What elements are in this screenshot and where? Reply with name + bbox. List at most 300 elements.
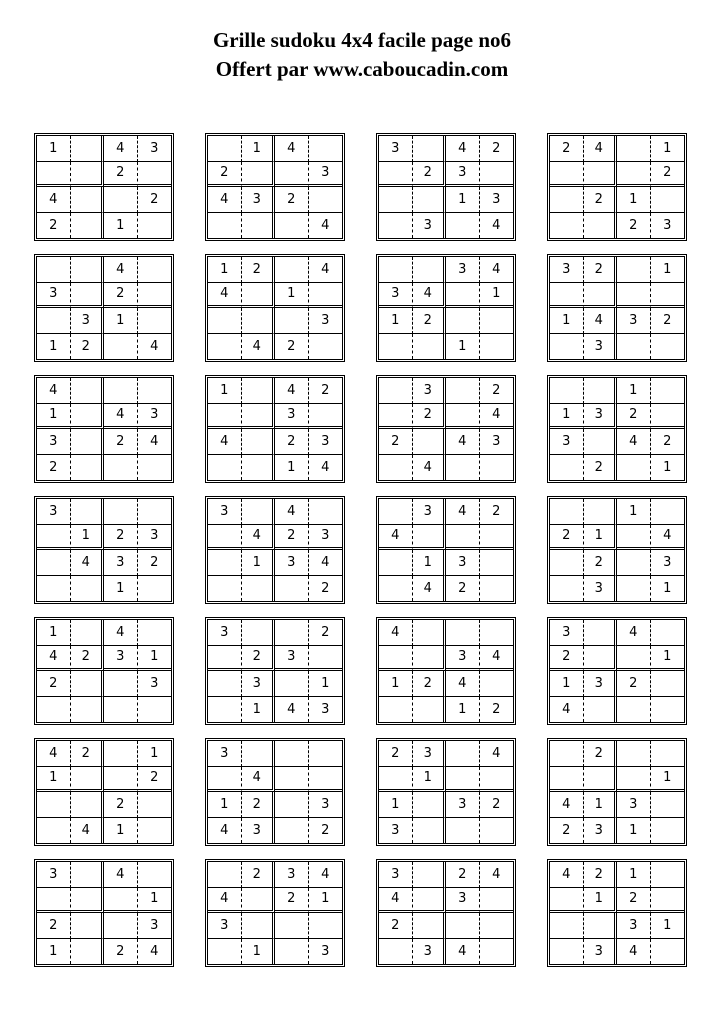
sudoku-cell (550, 939, 584, 965)
sudoku-cell (37, 308, 71, 334)
sudoku-cell (550, 499, 584, 525)
sudoku-cell: 1 (138, 646, 172, 672)
sudoku-cell (617, 697, 651, 723)
sudoku-cell: 3 (275, 862, 309, 888)
sudoku-cell (71, 792, 105, 818)
sudoku-grid (547, 254, 687, 362)
sudoku-cell: 1 (37, 334, 71, 360)
sudoku-cell: 4 (550, 792, 584, 818)
sudoku-cell: 2 (104, 162, 138, 188)
sudoku-cell: 2 (651, 162, 685, 188)
sudoku-cell: 1 (413, 550, 447, 576)
sudoku-cell: 2 (104, 525, 138, 551)
sudoku-cell: 2 (446, 576, 480, 602)
sudoku-cell: 3 (309, 308, 343, 334)
sudoku-cell (413, 429, 447, 455)
sudoku-cell (71, 671, 105, 697)
sudoku-cell: 4 (446, 671, 480, 697)
sudoku-cell (242, 455, 276, 481)
sudoku-cell: 2 (242, 646, 276, 672)
sudoku-cell (71, 404, 105, 430)
sudoku-cell (480, 550, 514, 576)
sudoku-cell (104, 455, 138, 481)
sudoku-cell: 4 (104, 620, 138, 646)
sudoku-cell: 4 (480, 404, 514, 430)
sudoku-cell: 2 (104, 429, 138, 455)
sudoku-cell (584, 499, 618, 525)
sudoku-cell: 3 (617, 308, 651, 334)
sudoku-cell: 2 (71, 334, 105, 360)
sudoku-cell (309, 767, 343, 793)
sudoku-cell: 3 (37, 499, 71, 525)
sudoku-cell (275, 671, 309, 697)
sudoku-cell (379, 646, 413, 672)
sudoku-cell (37, 525, 71, 551)
sudoku-cell (413, 888, 447, 914)
sudoku-cell (413, 187, 447, 213)
sudoku-cell: 4 (275, 499, 309, 525)
sudoku-cell: 2 (584, 187, 618, 213)
sudoku-cell (584, 378, 618, 404)
sudoku-cell: 4 (446, 939, 480, 965)
title-line-1: Grille sudoku 4x4 facile page no6 (212, 28, 512, 52)
sudoku-cell (550, 283, 584, 309)
sudoku-cell (242, 888, 276, 914)
sudoku-cell (37, 888, 71, 914)
sudoku-cell (37, 792, 71, 818)
sudoku-cell (550, 455, 584, 481)
sudoku-cell: 2 (379, 429, 413, 455)
sudoku-cell (651, 620, 685, 646)
sudoku-cell (379, 162, 413, 188)
sudoku-cell: 1 (617, 378, 651, 404)
sudoku-cell: 3 (379, 283, 413, 309)
sudoku-cell: 2 (379, 741, 413, 767)
sudoku-cell (275, 818, 309, 844)
sudoku-cell (480, 767, 514, 793)
sudoku-cell (138, 283, 172, 309)
sudoku-cell (480, 818, 514, 844)
sudoku-cell (138, 308, 172, 334)
sudoku-cell (651, 378, 685, 404)
sudoku-cell: 1 (208, 257, 242, 283)
sudoku-cell: 4 (309, 257, 343, 283)
sudoku-cell: 3 (309, 429, 343, 455)
sudoku-cell: 4 (71, 818, 105, 844)
sudoku-cell: 4 (37, 741, 71, 767)
sudoku-cell: 2 (413, 671, 447, 697)
sudoku-cell (71, 455, 105, 481)
sudoku-cell (71, 913, 105, 939)
sudoku-cell: 4 (208, 187, 242, 213)
sudoku-cell (242, 741, 276, 767)
sudoku-cell (275, 576, 309, 602)
sudoku-cell: 2 (584, 257, 618, 283)
sudoku-cell: 2 (651, 429, 685, 455)
sudoku-cell: 2 (37, 671, 71, 697)
sudoku-cell (71, 429, 105, 455)
sudoku-cell: 4 (480, 646, 514, 672)
sudoku-cell: 2 (550, 818, 584, 844)
sudoku-cell (413, 818, 447, 844)
sudoku-grid (376, 496, 516, 604)
sudoku-cell (413, 334, 447, 360)
sudoku-cell: 4 (275, 136, 309, 162)
sudoku-cell (208, 767, 242, 793)
sudoku-cell: 3 (379, 862, 413, 888)
sudoku-cell (379, 334, 413, 360)
sudoku-cell: 3 (309, 525, 343, 551)
sudoku-cell: 3 (413, 499, 447, 525)
sudoku-cell: 4 (584, 308, 618, 334)
sudoku-cell: 1 (379, 792, 413, 818)
sudoku-cell (208, 671, 242, 697)
sudoku-cell: 3 (309, 792, 343, 818)
sudoku-cell (208, 697, 242, 723)
sudoku-cell (275, 792, 309, 818)
sudoku-grid (547, 375, 687, 483)
sudoku-cell (550, 213, 584, 239)
sudoku-cell: 1 (663, 459, 672, 475)
sudoku-cell: 1 (138, 741, 172, 767)
sudoku-cell (275, 308, 309, 334)
sudoku-cell: 4 (208, 283, 242, 309)
sudoku-cell (242, 429, 276, 455)
sudoku-cell (71, 697, 105, 723)
sudoku-cell (617, 257, 651, 283)
sudoku-cell: 4 (492, 217, 501, 233)
sudoku-cell: 4 (242, 767, 276, 793)
sudoku-cell (651, 888, 685, 914)
sudoku-cell (584, 162, 618, 188)
sudoku-cell: 2 (37, 213, 71, 239)
sudoku-cell: 3 (208, 741, 242, 767)
sudoku-cell: 2 (275, 525, 309, 551)
sudoku-cell: 3 (584, 334, 618, 360)
sudoku-cell (413, 257, 447, 283)
sudoku-cell: 2 (138, 767, 172, 793)
sudoku-cell (208, 213, 242, 239)
sudoku-cell: 2 (138, 187, 172, 213)
sudoku-cell (37, 257, 71, 283)
sudoku-cell (550, 913, 584, 939)
sudoku-cell: 3 (651, 550, 685, 576)
sudoku-cell (71, 620, 105, 646)
sudoku-cell: 3 (446, 550, 480, 576)
sudoku-cell: 3 (413, 213, 447, 239)
sudoku-cell: 4 (37, 646, 71, 672)
sudoku-cell: 4 (138, 429, 172, 455)
sudoku-cell: 4 (617, 939, 651, 965)
sudoku-cell (480, 455, 514, 481)
sudoku-cell (138, 499, 172, 525)
sudoku-cell (584, 767, 618, 793)
sudoku-cell (208, 308, 242, 334)
sudoku-cell: 3 (413, 939, 447, 965)
sudoku-cell: 4 (242, 334, 276, 360)
sudoku-cell: 3 (71, 308, 105, 334)
sudoku-cell: 1 (413, 767, 447, 793)
sudoku-cell: 1 (446, 697, 480, 723)
sudoku-cell (480, 620, 514, 646)
sudoku-cell: 4 (413, 455, 447, 481)
sudoku-cell (480, 525, 514, 551)
sudoku-cell (71, 136, 105, 162)
sudoku-cell (71, 888, 105, 914)
sudoku-cell: 4 (413, 283, 447, 309)
sudoku-cell (413, 862, 447, 888)
sudoku-cell (138, 257, 172, 283)
sudoku-cell (138, 818, 172, 844)
sudoku-cell: 3 (242, 818, 276, 844)
sudoku-cell (413, 792, 447, 818)
sudoku-cell (413, 913, 447, 939)
sudoku-cell (138, 620, 172, 646)
sudoku-cell (379, 939, 413, 965)
sudoku-cell: 3 (480, 187, 514, 213)
sudoku-cell: 4 (584, 136, 618, 162)
sudoku-cell: 2 (550, 525, 584, 551)
sudoku-cell (275, 162, 309, 188)
sudoku-cell (379, 187, 413, 213)
sudoku-cell: 3 (413, 378, 447, 404)
sudoku-cell (379, 697, 413, 723)
sudoku-cell: 3 (104, 646, 138, 672)
sudoku-cell (550, 576, 584, 602)
sudoku-cell: 3 (208, 499, 242, 525)
sudoku-cell (413, 525, 447, 551)
sudoku-cell: 4 (651, 525, 685, 551)
sudoku-cell: 3 (104, 550, 138, 576)
sudoku-cell (617, 525, 651, 551)
sudoku-cell: 4 (480, 741, 514, 767)
sudoku-cell: 1 (584, 525, 618, 551)
sudoku-cell: 3 (138, 136, 172, 162)
sudoku-cell: 3 (617, 913, 651, 939)
sudoku-cell: 4 (150, 338, 159, 354)
sudoku-cell: 1 (208, 792, 242, 818)
sudoku-cell (71, 378, 105, 404)
sudoku-cell: 2 (550, 136, 584, 162)
sudoku-grid (205, 254, 345, 362)
sudoku-cell: 1 (550, 404, 584, 430)
sudoku-cell: 1 (379, 308, 413, 334)
sudoku-cell (138, 378, 172, 404)
sudoku-cell (208, 525, 242, 551)
sudoku-cell (651, 818, 685, 844)
sudoku-cell: 3 (138, 913, 172, 939)
sudoku-cell (584, 697, 618, 723)
sudoku-grid (34, 738, 174, 846)
sudoku-cell: 1 (651, 646, 685, 672)
sudoku-cell (446, 283, 480, 309)
sudoku-cell: 1 (379, 671, 413, 697)
sudoku-cell (208, 646, 242, 672)
sudoku-cell: 4 (309, 550, 343, 576)
sudoku-grid (34, 254, 174, 362)
sudoku-cell: 3 (275, 646, 309, 672)
sudoku-cell (104, 499, 138, 525)
sudoku-cell: 1 (617, 818, 651, 844)
sudoku-cell (584, 646, 618, 672)
sudoku-cell (651, 697, 685, 723)
sudoku-cell (379, 378, 413, 404)
sudoku-cell: 2 (617, 404, 651, 430)
sudoku-cell (208, 455, 242, 481)
sudoku-cell (104, 913, 138, 939)
sudoku-cell (71, 767, 105, 793)
sudoku-cell (446, 404, 480, 430)
sudoku-cell: 4 (480, 257, 514, 283)
sudoku-cell (208, 334, 242, 360)
sudoku-cell (617, 334, 651, 360)
sudoku-cell: 4 (321, 217, 330, 233)
sudoku-cell: 3 (379, 136, 413, 162)
sudoku-grid (34, 496, 174, 604)
sudoku-cell: 3 (138, 404, 172, 430)
sudoku-cell: 2 (104, 939, 138, 965)
sudoku-grid (547, 496, 687, 604)
sudoku-cell: 1 (617, 187, 651, 213)
sudoku-cell (617, 741, 651, 767)
sudoku-cell (138, 455, 172, 481)
sudoku-cell (208, 939, 242, 965)
sudoku-cell (309, 741, 343, 767)
sudoku-cell: 1 (37, 136, 71, 162)
sudoku-cell: 1 (138, 888, 172, 914)
sudoku-cell (550, 378, 584, 404)
sudoku-cell: 2 (242, 862, 276, 888)
sudoku-cell: 3 (242, 671, 276, 697)
sudoku-cell (242, 162, 276, 188)
sudoku-cell: 1 (37, 939, 71, 965)
sudoku-cell: 4 (208, 818, 242, 844)
sudoku-cell (550, 888, 584, 914)
sudoku-grid (205, 496, 345, 604)
sudoku-cell (138, 213, 172, 239)
sudoku-cell: 3 (446, 646, 480, 672)
sudoku-grid (376, 375, 516, 483)
sudoku-cell: 1 (651, 136, 685, 162)
sudoku-cell: 3 (617, 792, 651, 818)
sudoku-cell: 4 (480, 862, 514, 888)
sudoku-cell (138, 792, 172, 818)
sudoku-cell (379, 257, 413, 283)
sudoku-cell (71, 939, 105, 965)
sudoku-cell (446, 767, 480, 793)
sudoku-cell: 2 (480, 792, 514, 818)
sudoku-cell: 2 (321, 580, 330, 596)
sudoku-cell: 2 (413, 162, 447, 188)
sudoku-cell (446, 525, 480, 551)
sudoku-cell (104, 741, 138, 767)
sudoku-cell (617, 767, 651, 793)
sudoku-cell: 2 (104, 792, 138, 818)
sudoku-cell (71, 499, 105, 525)
sudoku-cell: 1 (651, 257, 685, 283)
sudoku-cell: 4 (104, 862, 138, 888)
sudoku-cell: 1 (309, 888, 343, 914)
sudoku-cell (651, 499, 685, 525)
sudoku-cell: 1 (550, 308, 584, 334)
sudoku-cell (446, 455, 480, 481)
sudoku-cell (275, 939, 309, 965)
sudoku-cell: 4 (550, 697, 584, 723)
sudoku-cell (275, 913, 309, 939)
sudoku-cell (208, 550, 242, 576)
sudoku-cell: 2 (617, 888, 651, 914)
sudoku-cell: 2 (480, 378, 514, 404)
sudoku-cell (379, 576, 413, 602)
sudoku-cell: 3 (413, 741, 447, 767)
sudoku-cell: 3 (446, 792, 480, 818)
sudoku-cell (413, 620, 447, 646)
sudoku-cell: 2 (242, 257, 276, 283)
sudoku-grid (34, 133, 174, 241)
sudoku-cell: 2 (480, 499, 514, 525)
sudoku-cell: 3 (37, 862, 71, 888)
sudoku-cell: 4 (208, 429, 242, 455)
sudoku-cell: 3 (584, 671, 618, 697)
sudoku-cell: 1 (446, 187, 480, 213)
sudoku-cell: 4 (446, 136, 480, 162)
sudoku-cell: 1 (242, 697, 276, 723)
sudoku-cell: 2 (584, 455, 618, 481)
sudoku-cell: 3 (275, 404, 309, 430)
sudoku-cell (71, 213, 105, 239)
sudoku-cell: 1 (104, 818, 138, 844)
sudoku-grid (376, 133, 516, 241)
sudoku-cell (242, 308, 276, 334)
sudoku-cell (379, 404, 413, 430)
sudoku-cell: 2 (275, 187, 309, 213)
sudoku-cell: 3 (584, 404, 618, 430)
sudoku-cell: 4 (321, 459, 330, 475)
sudoku-cell (550, 187, 584, 213)
sudoku-cell: 1 (651, 913, 685, 939)
sudoku-cell (446, 913, 480, 939)
sudoku-cell: 4 (150, 943, 159, 959)
sudoku-cell (138, 862, 172, 888)
sudoku-cell (104, 334, 138, 360)
sudoku-cell (309, 334, 343, 360)
sudoku-cell (480, 888, 514, 914)
sudoku-cell: 2 (446, 862, 480, 888)
sudoku-cell (138, 697, 172, 723)
sudoku-cell: 3 (663, 217, 672, 233)
sudoku-cell (651, 939, 685, 965)
sudoku-cell (617, 576, 651, 602)
sudoku-cell: 1 (37, 767, 71, 793)
sudoku-cell: 2 (584, 741, 618, 767)
sudoku-cell: 4 (71, 550, 105, 576)
sudoku-cell: 2 (480, 136, 514, 162)
sudoku-cell: 2 (617, 671, 651, 697)
sudoku-cell: 3 (584, 818, 618, 844)
sudoku-cell (550, 741, 584, 767)
sudoku-cell (617, 646, 651, 672)
sudoku-cell: 1 (584, 792, 618, 818)
sudoku-cell: 2 (309, 378, 343, 404)
sudoku-cell (208, 404, 242, 430)
sudoku-cell: 2 (584, 862, 618, 888)
sudoku-cell: 3 (321, 943, 330, 959)
sudoku-cell (651, 862, 685, 888)
sudoku-cell: 2 (550, 646, 584, 672)
sudoku-cell (617, 455, 651, 481)
sudoku-cell: 3 (321, 701, 330, 717)
sudoku-cell (379, 213, 413, 239)
